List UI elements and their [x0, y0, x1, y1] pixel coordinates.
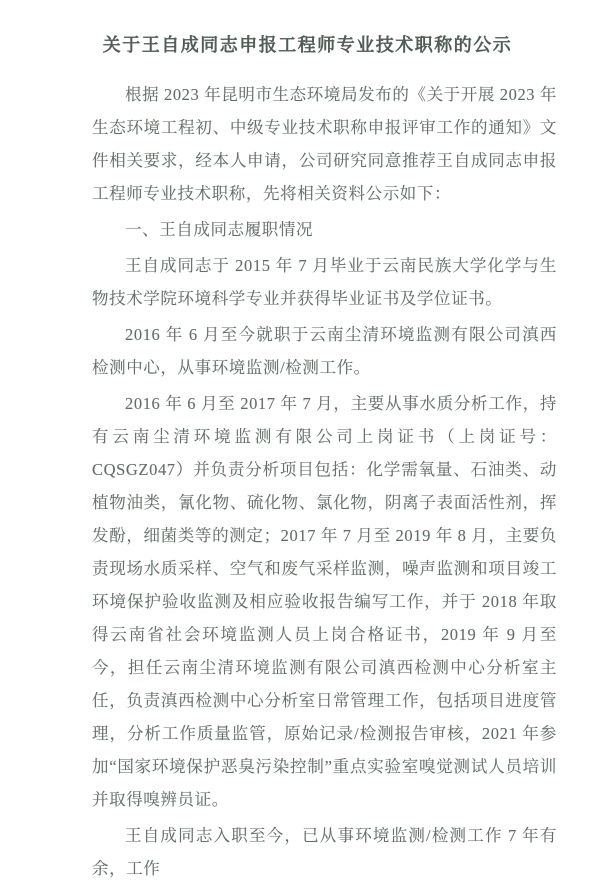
paragraph: 2016 年 6 月至今就职于云南尘清环境监测有限公司滇西检测中心，从事环境监测/检测工作。 — [92, 325, 557, 377]
paragraph: 王自成同志入职至今，已从事环境监测/检测工作 7 年有余，工作 — [92, 826, 557, 878]
paragraph: 2016 年 6 月至 2017 年 7 月，主要从事水质分析工作，持有云南尘清环境监测有限公司上岗证书（上岗证号：CQSGZ047）并负责分析项目包括：化学需氧量、石油类、动植物油类，氰化物、硫化物、氯化物，阴离子表面活性剂，挥发酚，细菌类等的测定；2017 年 7 月至 2019 年 8 月，主要负责现场水质采样、空气和废气采样监测，噪声监测和项目竣工环境保护验收监测及相应验收报告编写工作，并于 2018 年取得云南省社会环境监测人员上岗合格证书，2019 年 9 月至今，担任云南尘清环境监测有限公司滇西检测中心分析室主任，负责滇西检测中心分析室日常管理工作，包括项目进度管理，分析工作质量监管，原始记录/检测报告审核，2021 年参加“国家环境保护恶臭污染控制”重点实验室嗅觉测试人员培训并取得嗅辨员证。 — [92, 394, 557, 809]
paragraph: 王自成同志于 2015 年 7 月毕业于云南民族大学化学与生物技术学院环境科学专业并获得毕业证书及学位证书。 — [92, 256, 557, 308]
section-heading: 一、王自成同志履职情况 — [125, 220, 314, 239]
paragraph: 根据 2023 年昆明市生态环境局发布的《关于开展 2023 年生态环境工程初、中级专业技术职称申报评审工作的通知》文件相关要求，经本人申请，公司研究同意推荐王自成同志申报工程师专业技术职称，先将相关资料公示如下： — [92, 85, 557, 203]
document-title: 关于王自成同志申报工程师专业技术职称的公示 — [102, 35, 513, 55]
document-body — [92, 78, 557, 885]
